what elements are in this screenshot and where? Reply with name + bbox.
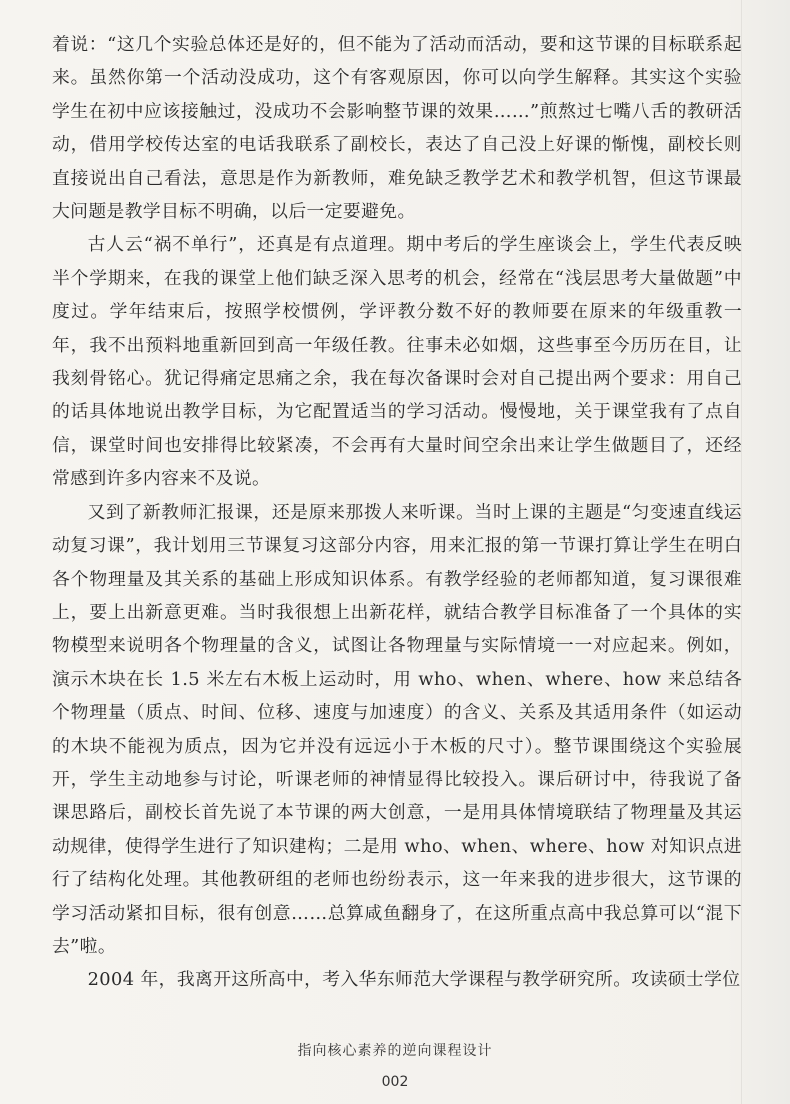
running-footer-title: 指向核心素养的逆向课程设计 (297, 1043, 493, 1059)
paragraph-1: 着说：“这几个实验总体还是好的，但不能为了活动而活动，要和这节课的目标联系起来。虽然你第一个活动没成功，这个有客观原因，你可以向学生解释。其实这个实验学生在初中应该接触过，没成功不会影响整节课的效果……”煎熬过七嘴八舌的教研活动，借用学校传达室的电话我联系了副校长，表达了自己没上好课的惭愧，副校长则直接说出自己看法，意思是作为新教师，难免缺乏教学艺术和教学机智，但这节课最大问题是教学目标不明确，以后一定要避免。 (52, 34, 742, 223)
paragraph-2: 古人云“祸不单行”，还真是有点道理。期中考后的学生座谈会上，学生代表反映半个学期来，在我的课堂上他们缺乏深入思考的机会，经常在“浅层思考大量做题”中度过。学年结束后，按照学校惯例，学评教分数不好的教师要在原来的年级重教一年，我不出预料地重新回到高一年级任教。往事未必如烟，这些事至今历历在目，让我刻骨铭心。犹记得痛定思痛之余，我在每次备课时会对自己提出两个要求：用自己的话具体地说出教学目标，为它配置适当的学习活动。慢慢地，关于课堂我有了点自信，课堂时间也安排得比较紧凑，不会再有大量时间空余出来让学生做题目了，还经常感到许多内容来不及说。 (52, 234, 742, 490)
paragraph-3: 又到了新教师汇报课，还是原来那拨人来听课。当时上课的主题是“匀变速直线运动复习课”，我计划用三节课复习这部分内容，用来汇报的第一节课打算让学生在明白各个物理量及其关系的基础上形成知识体系。有教学经验的老师都知道，复习课很难上，要上出新意更难。当时我很想上出新花样，就结合教学目标准备了一个具体的实物模型来说明各个物理量的含义，试图让各物理量与实际情境一一对应起来。例如，演示木块在长 1.5 米左右木板上运动时，用 who、when、where、how 来总结各个物理量（质点、时间、位移、速度与加速度）的含义、关系及其适用条件（如运动的木块不能视为质点，因为它并没有远远小于木板的尺寸）。整节课围绕这个实验展开，学生主动地参与讨论，听课老师的神情显得比较投入。课后研讨中，待我说了备课思路后，副校长首先说了本节课的两大创意，一是用具体情境联结了物理量及其运动规律，使得学生进行了知识建构；二是用 who、when、where、how 对知识点进行了结构化处理。其他教研组的老师也纷纷表示，这一年来我的进步很大，这节课的学习活动紧扣目标，很有创意……总算咸鱼翻身了，在这所重点高中我总算可以“混下去”啦。 (52, 501, 742, 957)
body-text (52, 28, 742, 997)
paragraph-4: 2004 年，我离开这所高中，考入华东师范大学课程与教学研究所。攻读硕士学位 (87, 969, 741, 991)
page-number: 002 (381, 1074, 409, 1090)
